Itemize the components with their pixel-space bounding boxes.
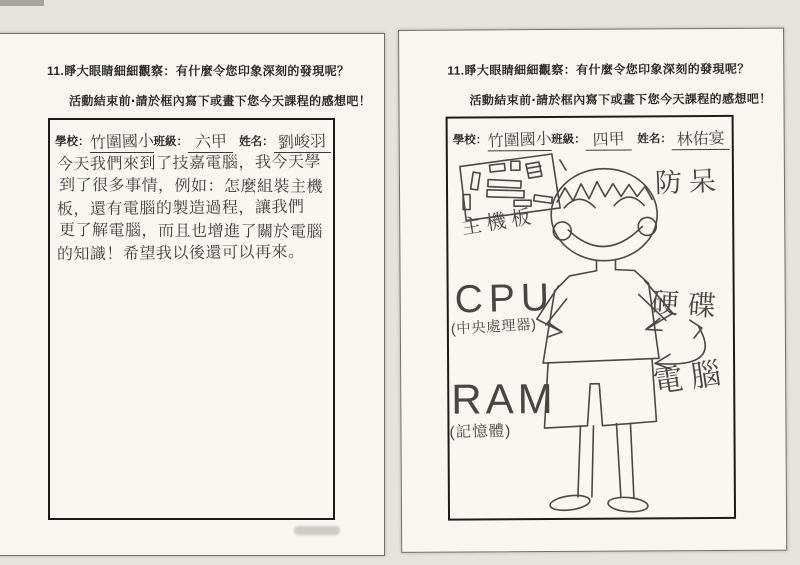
hard-disk-label: 硬碟 — [649, 286, 726, 323]
instruction-line: 活動結束前‧請於框內寫下或畫下您今天課程的感想吧！ — [69, 94, 372, 108]
class-value: 六甲 — [194, 133, 227, 152]
ram-sub-label: (記憶體) — [449, 422, 512, 442]
worksheet-page-left — [0, 33, 385, 556]
school-label: 學校： — [55, 136, 90, 148]
cpu-label: CPU — [454, 276, 556, 322]
school-value: 竹圍國小 — [486, 130, 552, 151]
motherboard-label: 主機板 — [459, 205, 538, 240]
class-label: 班級： — [551, 133, 586, 147]
question-heading: 11.睜大眼睛細細觀察：有什麼令您印象深刻的發現呢？ — [47, 64, 350, 78]
smile — [568, 226, 642, 246]
name-label: 姓名： — [637, 133, 672, 146]
answer-box — [48, 118, 335, 520]
class-label: 班級： — [153, 136, 189, 148]
question-heading: 11.睜大眼睛細細觀察：有什麼令您印象深刻的發現呢？ — [447, 61, 750, 78]
class-field — [188, 134, 233, 153]
school-value: 竹圍國小 — [89, 132, 154, 153]
essay-line: 今天我們來到了技嘉電腦，我今天學 — [56, 153, 322, 174]
name-label: 姓名： — [239, 136, 274, 148]
worksheet-page-right — [398, 28, 787, 553]
right-cheek — [638, 217, 656, 235]
school-label: 學校： — [452, 134, 488, 147]
essay-line: 的知識！希望我以後還可以再來。 — [56, 243, 305, 264]
ram-label: RAM — [451, 374, 557, 423]
name-value: 林佑宴 — [676, 130, 726, 150]
drawing-box — [446, 115, 736, 521]
student-info-row — [50, 120, 333, 153]
name-value: 劉峻羽 — [278, 133, 327, 152]
right-eye — [614, 197, 644, 206]
essay-line: 更了解電腦，而且也增進了關於電腦 — [58, 221, 324, 241]
cpu-sub-label: (中央處理器) — [450, 316, 537, 338]
name-field — [274, 134, 331, 153]
head — [551, 159, 658, 261]
essay-line: 到了很多事情，例如：怎麼組裝主機 — [58, 176, 324, 196]
scan-artifact — [0, 0, 44, 6]
school-field — [90, 134, 154, 153]
foolproof-label: 防呆 — [654, 165, 724, 199]
class-value: 四甲 — [592, 131, 625, 150]
instruction-line: 活動結束前‧請於框內寫下或畫下您今天課程的感想吧！ — [469, 91, 772, 108]
pencil-smudge — [294, 526, 340, 535]
left-eye — [564, 199, 595, 208]
essay-line: 板，還有電腦的製造過程，讓我們 — [56, 198, 305, 219]
handwritten-essay — [57, 153, 328, 266]
computer-label: 電腦 — [651, 355, 732, 400]
